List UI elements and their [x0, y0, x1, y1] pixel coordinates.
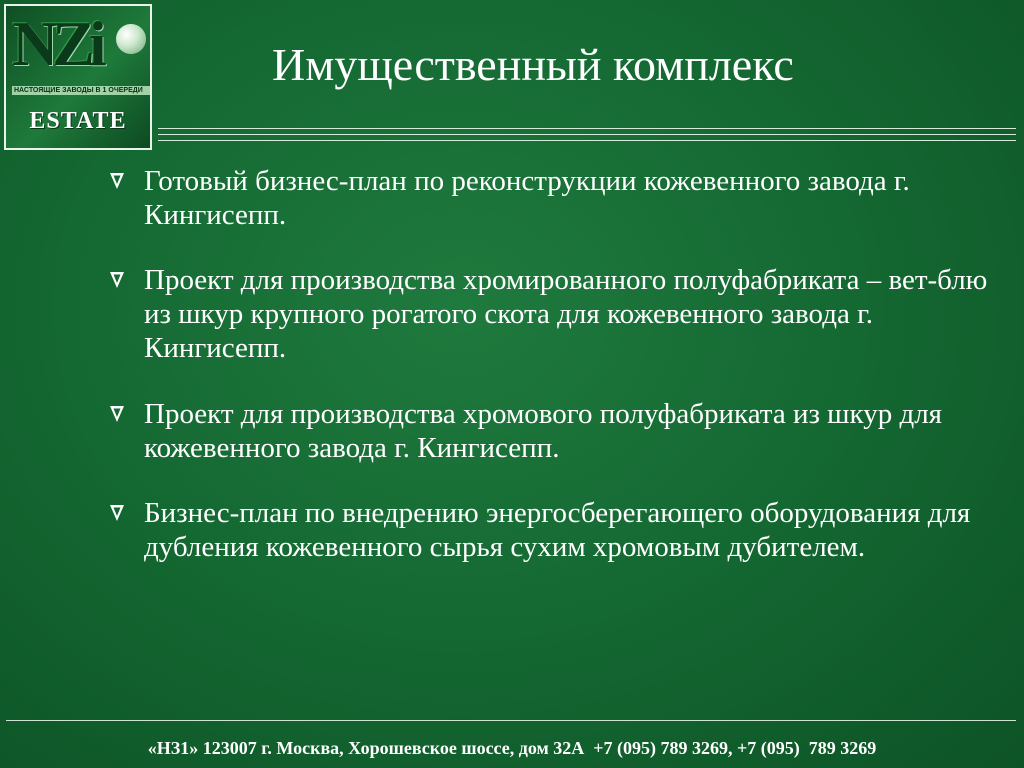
- logo-tagline: НАСТОЯЩИЕ ЗАВОДЫ В 1 ОЧЕРЕДИ: [12, 86, 152, 95]
- logo-mark: NZi: [12, 8, 101, 79]
- logo-ball-icon: [116, 24, 146, 54]
- title-divider: [158, 128, 1016, 148]
- bullet-item: [108, 263, 1018, 365]
- footer-contact: «НЗ1» 123007 г. Москва, Хорошевское шоссе, дом 32А +7 (095) 789 3269, +7 (095) 789 3269: [147, 738, 877, 758]
- checkmark-icon: [108, 164, 144, 191]
- checkmark-icon: [108, 263, 144, 290]
- logo-estate-text: ESTATE: [29, 108, 127, 134]
- bullet-text: Готовый бизнес-план по реконструкции кожевенного завода г. Кингисепп.: [144, 165, 910, 231]
- bullet-item: [108, 397, 1018, 465]
- bullet-text: Проект для производства хромированного полуфабриката – вет-блю из шкур крупного рогатого скота для кожевенного завода г. Кингисепп.: [144, 264, 988, 364]
- footer-divider: [6, 720, 1016, 721]
- bullet-text: Проект для производства хромового полуфабриката из шкур для кожевенного завода г. Кингисепп.: [144, 398, 943, 464]
- bullet-list: [108, 164, 1018, 595]
- checkmark-icon: [108, 397, 144, 424]
- company-logo: [4, 4, 152, 150]
- bullet-item: [108, 164, 1018, 232]
- slide-title: Имущественный комплекс: [272, 39, 794, 90]
- bullet-item: [108, 496, 1018, 564]
- bullet-text: Бизнес-план по внедрению энергосберегающего оборудования для дубления кожевенного сырья сухим хромовым дубителем.: [144, 497, 971, 563]
- checkmark-icon: [108, 496, 144, 523]
